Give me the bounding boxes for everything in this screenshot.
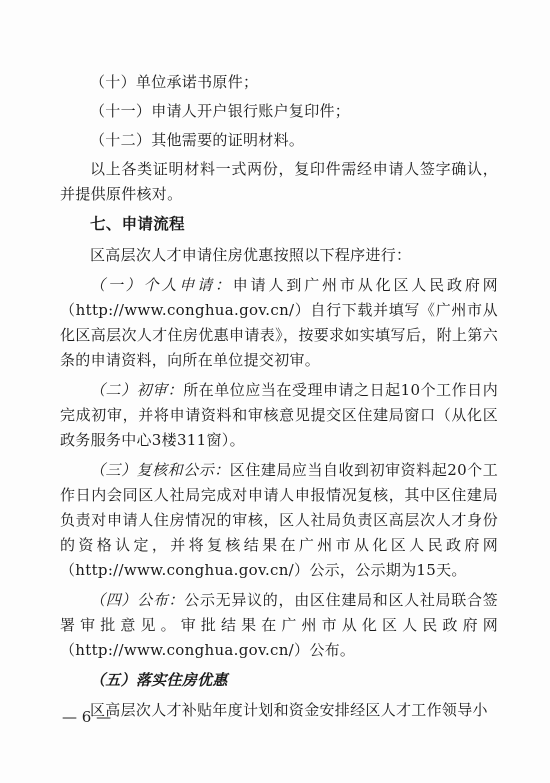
step-label: （三）复核和公示：	[90, 461, 230, 479]
step-text: 区住建局应当自收到初审资料起20个工作日内会同区人社局完成对申请人申报情况复核，其中区住建局负责对申请人住房情况的审核，区人社局负责区高层次人才身份的资格认定，并将复核结果在广州市从化区人民政府网（http://www.conghua.gov.cn/）公示，公示期为15天。	[60, 461, 498, 579]
list-item: （十二）其他需要的证明材料。	[90, 131, 305, 149]
procedure-intro: 区高层次人才申请住房优惠按照以下程序进行：	[90, 246, 412, 264]
step-label: （二）初审：	[90, 381, 184, 399]
document-body	[60, 70, 498, 728]
list-item: （十）单位承诺书原件；	[90, 73, 259, 91]
step-paragraph	[60, 458, 498, 583]
materials-note: 以上各类证明材料一式两份，复印件需经申请人签字确认，并提供原件核对。	[60, 160, 498, 203]
section-title: 七、申请流程	[90, 215, 185, 233]
step-text: 公示无异议的，由区住建局和区人社局联合签署审批意见。审批结果在广州市从化区人民政府网（http://www.conghua.gov.cn/）公布。	[60, 591, 498, 659]
step-text: 所在单位应当在受理申请之日起10个工作日内完成初审，并将申请资料和审核意见提交区住建局窗口（从化区政务服务中心3楼311窗）。	[60, 381, 498, 449]
page-number: — 6 —	[62, 708, 112, 726]
step-paragraph	[60, 378, 498, 453]
step-label: （四）公布：	[90, 591, 185, 609]
step-text: 申请人到广州市从化区人民政府网（http://www.conghua.gov.cn/）自行下载并填写《广州市从化区高层次人才住房优惠申请表》，按要求如实填写后，附上第六条的申请资料，向所在单位提交初审。	[60, 276, 498, 369]
step-label: （一）个人申请：	[90, 276, 233, 294]
list-item: （十一）申请人开户银行账户复印件；	[90, 102, 351, 120]
closing-paragraph: 区高层次人才补贴年度计划和资金安排经区人才工作领导小	[90, 701, 488, 719]
step-paragraph	[60, 668, 498, 693]
step-paragraph	[60, 273, 498, 373]
step-label: （五）落实住房优惠	[90, 671, 228, 689]
step-paragraph	[60, 588, 498, 663]
